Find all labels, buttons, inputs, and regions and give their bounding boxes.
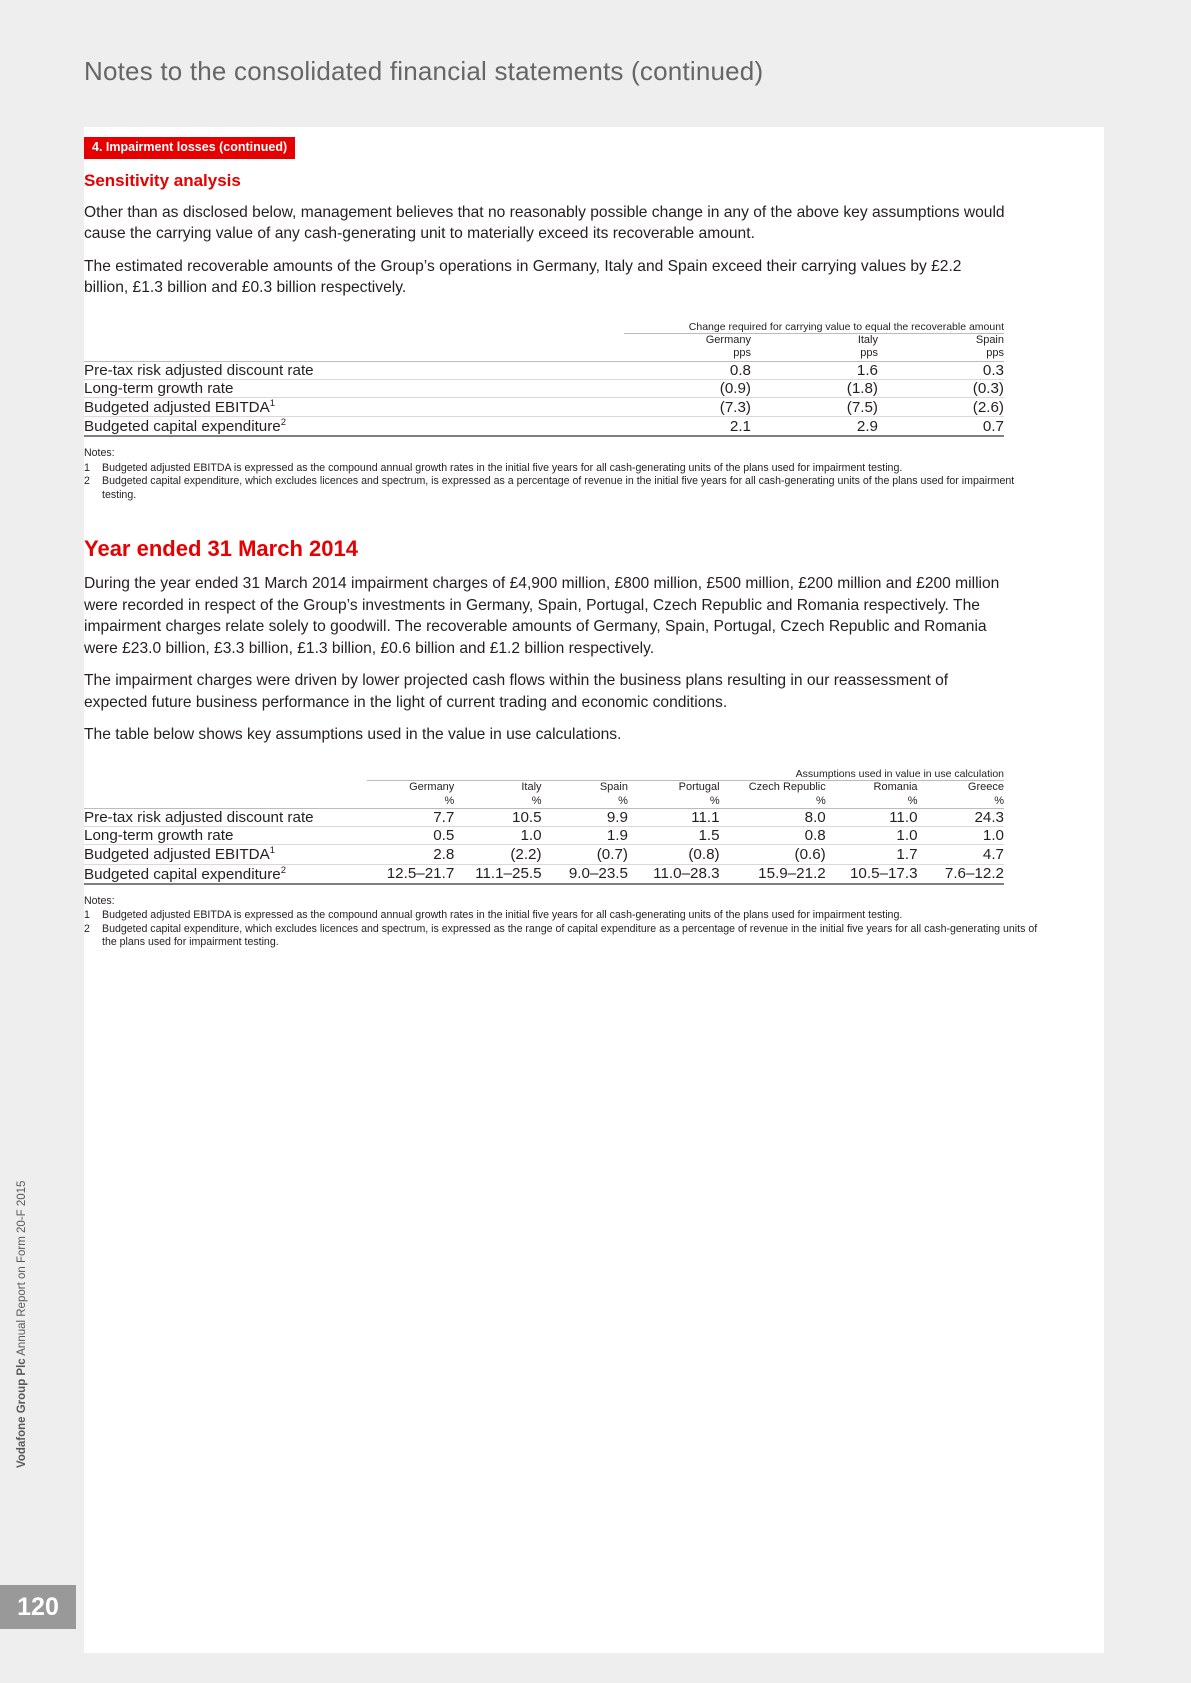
column-header-germany — [624, 333, 751, 362]
table-row — [84, 417, 1004, 437]
cell-value: 0.8 — [624, 362, 751, 380]
cell-value: 12.5–21.7 — [367, 864, 454, 884]
section-tag: 4. Impairment losses (continued) — [84, 137, 295, 159]
report-name: Annual Report on Form 20-F 2015 — [16, 1180, 28, 1356]
page-number-badge: 120 — [0, 1585, 76, 1629]
cell-value: 24.3 — [918, 809, 1004, 827]
cell-value: 10.5–17.3 — [826, 864, 918, 884]
cell-value: 10.5 — [454, 809, 541, 827]
cell-value: (0.3) — [878, 380, 1004, 398]
column-header-czech-republic — [720, 780, 826, 809]
cell-value: 11.0 — [826, 809, 918, 827]
note-text: Budgeted adjusted EBITDA is expressed as the compound annual growth rates in the initial five years for all cash-generating units of the plans used for impairment testing. — [102, 909, 903, 922]
note-number: 2 — [84, 922, 90, 935]
cell-value: 1.0 — [918, 827, 1004, 845]
cell-value: 15.9–21.2 — [720, 864, 826, 884]
cell-value: 1.9 — [542, 827, 628, 845]
spacer-cell — [84, 321, 624, 334]
footnote-marker: 2 — [280, 864, 287, 876]
cell-value: 7.6–12.2 — [918, 864, 1004, 884]
column-header-unit: % — [709, 794, 720, 807]
column-header-unit: pps — [733, 347, 751, 360]
column-header-spain — [542, 780, 628, 809]
row-label-text: Budgeted adjusted EBITDA — [84, 846, 270, 864]
column-header-unit: % — [618, 794, 628, 807]
column-header-romania — [826, 780, 918, 809]
table-row — [84, 864, 1004, 884]
cell-value: 11.1 — [628, 809, 720, 827]
table-column-header-row — [84, 333, 1004, 362]
note-item — [84, 909, 1044, 923]
table1-notes — [84, 447, 1044, 502]
cell-value: 0.5 — [367, 827, 454, 845]
note-text: Budgeted capital expenditure, which excludes licences and spectrum, is expressed as a percentage of revenue in the initial five years for all cash-generating units of the plans used for impairment testing. — [102, 475, 1015, 501]
cell-value: 0.3 — [878, 362, 1004, 380]
column-header-name: Spain — [599, 780, 628, 793]
cell-value: 2.8 — [367, 845, 454, 864]
footnote-marker: 2 — [280, 417, 287, 429]
row-label — [84, 362, 624, 380]
cell-value: (0.8) — [628, 845, 720, 864]
cell-value: (0.6) — [720, 845, 826, 864]
sensitivity-table — [84, 321, 1004, 438]
note-item — [84, 462, 1044, 476]
table-column-header-row — [84, 780, 1004, 809]
cell-value: 2.9 — [751, 417, 878, 437]
cell-value: 11.1–25.5 — [454, 864, 541, 884]
table-row — [84, 362, 1004, 380]
column-header-name: Italy — [521, 780, 542, 793]
table-row — [84, 827, 1004, 845]
column-header-name: Czech Republic — [748, 780, 826, 793]
column-header-name: Germany — [409, 780, 455, 793]
cell-value: (7.5) — [751, 398, 878, 417]
column-header-unit: % — [994, 794, 1004, 807]
cell-value: 1.5 — [628, 827, 720, 845]
table-row — [84, 398, 1004, 417]
column-header-name: Germany — [705, 333, 751, 346]
footer-side-text — [16, 1181, 28, 1468]
note-number: 2 — [84, 475, 90, 488]
column-header-unit: % — [444, 794, 455, 807]
column-header-unit: % — [531, 794, 542, 807]
sensitivity-paragraph-2: The estimated recoverable amounts of the Group’s operations in Germany, Italy and Spain exceed their carrying values by £2.2 billion, £1.3 billion and £0.3 billion respectively. — [84, 257, 962, 297]
cell-value: (2.6) — [878, 398, 1004, 417]
table-row — [84, 845, 1004, 864]
cell-value: 9.9 — [542, 809, 628, 827]
note-number: 1 — [84, 909, 90, 922]
row-label — [84, 380, 624, 398]
row-label — [84, 398, 624, 417]
column-header-italy — [751, 333, 878, 362]
column-header-name: Portugal — [678, 780, 720, 793]
row-label — [84, 417, 624, 437]
cell-value: 1.7 — [826, 845, 918, 864]
notes-label: Notes: — [84, 447, 115, 460]
year-2014-paragraph-3: The table below shows key assumptions used in the value in use calculations. — [84, 726, 622, 744]
column-header-spain — [878, 333, 1004, 362]
note-text: Budgeted adjusted EBITDA is expressed as the compound annual growth rates in the initial five years for all cash-generating units of the plans used for impairment testing. — [102, 461, 903, 474]
cell-value: 11.0–28.3 — [628, 864, 720, 884]
row-label — [84, 845, 367, 864]
table-row — [84, 380, 1004, 398]
cell-value: (2.2) — [454, 845, 541, 864]
notes-label: Notes: — [84, 894, 115, 907]
cell-value: (0.9) — [624, 380, 751, 398]
cell-value: 0.7 — [878, 417, 1004, 437]
spacer-cell — [84, 768, 367, 781]
table-group-header-row — [84, 321, 1004, 334]
cell-value: 1.0 — [826, 827, 918, 845]
cell-value: 7.7 — [367, 809, 454, 827]
cell-value: 0.8 — [720, 827, 826, 845]
cell-value: (7.3) — [624, 398, 751, 417]
column-header-name: Romania — [873, 780, 918, 793]
row-label — [84, 864, 367, 884]
column-header-germany — [367, 780, 454, 809]
row-label-text: Pre-tax risk adjusted discount rate — [84, 362, 314, 380]
spacer-cell — [84, 333, 624, 362]
footnote-marker: 1 — [269, 845, 276, 857]
cell-value: 1.6 — [751, 362, 878, 380]
year-2014-paragraph-1: During the year ended 31 March 2014 impairment charges of £4,900 million, £800 million, £500 million, £200 million and £200 million were recorded in respect of the Group’s investments in Germany, Spain, Portugal, Czech Republic and Romania respectively. The impairment charges relate solely to goodwill. The recoverable amounts of Germany, Spain, Portugal, Czech Republic and Romania were £23.0 billion, £3.3 billion, £1.3 billion, £0.6 billion and £1.2 billion respectively. — [84, 575, 1000, 657]
row-label-text: Budgeted capital expenditure — [84, 418, 281, 436]
cell-value: 4.7 — [918, 845, 1004, 864]
column-header-unit: pps — [860, 347, 878, 360]
row-label — [84, 827, 367, 845]
table1-group-header: Change required for carrying value to equal the recoverable amount — [624, 321, 1004, 334]
footnote-marker: 1 — [269, 398, 276, 410]
table2-notes — [84, 895, 1044, 950]
row-label-text: Budgeted capital expenditure — [84, 865, 281, 883]
cell-value: 1.0 — [454, 827, 541, 845]
cell-value: (0.7) — [542, 845, 628, 864]
spacer-cell — [84, 780, 367, 809]
cell-value: 2.1 — [624, 417, 751, 437]
table2-group-header: Assumptions used in value in use calculation — [367, 768, 1004, 781]
column-header-unit: % — [815, 794, 826, 807]
page-content — [84, 127, 1104, 950]
page-margin-left — [0, 0, 84, 1683]
year-2014-heading: Year ended 31 March 2014 — [84, 536, 358, 562]
column-header-name: Italy — [857, 333, 878, 346]
column-header-portugal — [628, 780, 720, 809]
column-header-unit: pps — [986, 347, 1004, 360]
column-header-italy — [454, 780, 541, 809]
table-group-header-row — [84, 768, 1004, 781]
cell-value: 8.0 — [720, 809, 826, 827]
year-2014-paragraph-2: The impairment charges were driven by lower projected cash flows within the business plans resulting in our reassessment of expected future business performance in the light of current trading and economic conditions. — [84, 672, 949, 711]
page-margin-bottom — [0, 1653, 1191, 1683]
assumptions-table — [84, 768, 1004, 885]
table-row — [84, 809, 1004, 827]
column-header-name: Greece — [967, 780, 1004, 793]
company-name: Vodafone Group Plc — [16, 1358, 28, 1468]
row-label-text: Budgeted adjusted EBITDA — [84, 399, 270, 417]
column-header-name: Spain — [975, 333, 1004, 346]
note-number: 1 — [84, 461, 90, 474]
cell-value: 9.0–23.5 — [542, 864, 628, 884]
column-header-unit: % — [907, 794, 918, 807]
row-label — [84, 809, 367, 827]
sensitivity-paragraph-1: Other than as disclosed below, management believes that no reasonably possible change in any of the above key assumptions would cause the carrying value of any cash-generating unit to materially exceed its recoverable amount. — [84, 203, 1005, 243]
sensitivity-analysis-heading: Sensitivity analysis — [84, 170, 241, 190]
column-header-greece — [918, 780, 1004, 809]
note-text: Budgeted capital expenditure, which excludes licences and spectrum, is expressed as the range of capital expenditure as a percentage of revenue in the initial five years for all cash-generating units of the plans used for impairment testing. — [102, 922, 1038, 949]
note-item — [84, 923, 1044, 950]
page-title: Notes to the consolidated financial statements (continued) — [84, 56, 764, 86]
row-label-text: Long-term growth rate — [84, 827, 234, 845]
note-item — [84, 475, 1044, 502]
row-label-text: Long-term growth rate — [84, 380, 234, 398]
row-label-text: Pre-tax risk adjusted discount rate — [84, 809, 314, 827]
cell-value: (1.8) — [751, 380, 878, 398]
page-margin-right — [1104, 0, 1191, 1683]
